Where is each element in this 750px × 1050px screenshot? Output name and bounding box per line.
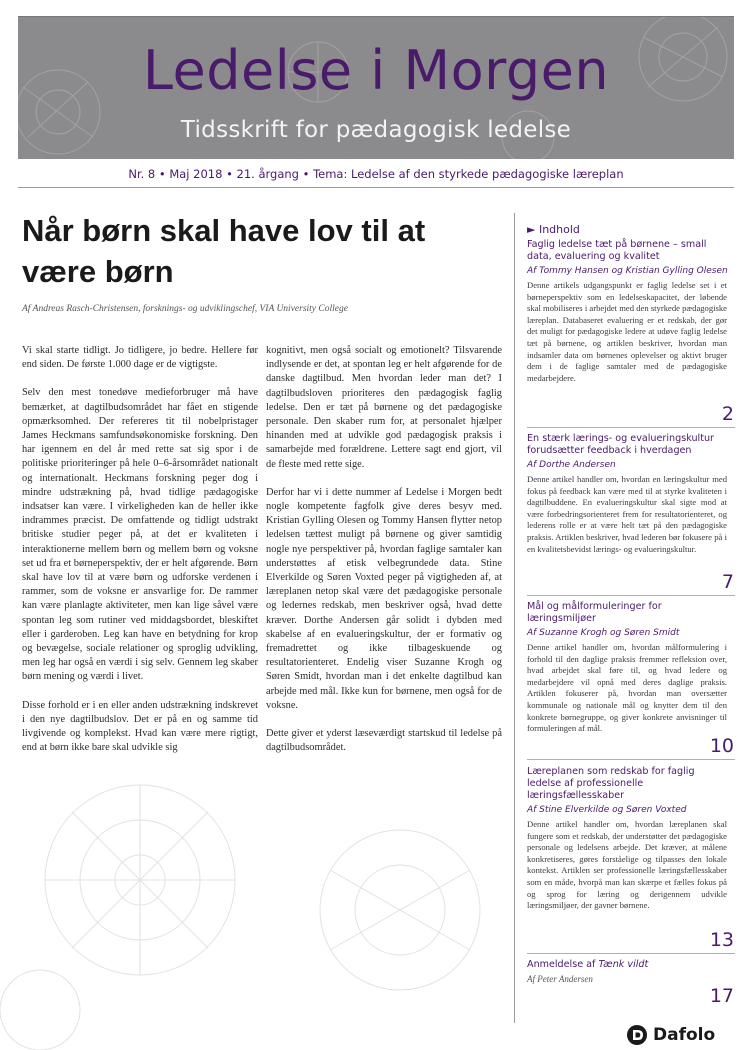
toc-item[interactable] xyxy=(527,766,729,912)
toc-item-title xyxy=(527,959,729,971)
paragraph: Disse forhold er i en eller anden udstrækning indskrevet i den nye dagtilbudslov. Det er på en og samme tid livgivende og komplekst. Hvad kan være mere rigtigt, end at børn ikke bare skal udvikle sig xyxy=(22,699,258,754)
toc-header: ► Indhold xyxy=(527,223,580,236)
paragraph: kognitivt, men også socialt og emotionelt? Tilsvarende indlysende er det, at spontan leg er helt afgørende for de danske dagtilbud. Men hvordan leder man det? I dagtilbudsloven prioriteres den pædagogisk faglig ledelse. Den er tæt på børnene og det pædagogiske personale. Den skaber rum for, at personalet hjælper hinanden med at udvikle god pædagogisk praksis i samarbejde med forældrene. Lettere sagt end gjort, vil de fleste med rette sige. xyxy=(266,345,502,470)
background-ornament xyxy=(0,760,510,1050)
article-byline: Af Andreas Rasch-Christensen, forsknings- og udviklingschef, VIA University College xyxy=(22,304,348,314)
toc-item-title: Mål og målformuleringer for læringsmiljøer xyxy=(527,601,662,624)
toc-item-author: Af Stine Elverkilde og Søren Voxted xyxy=(527,805,687,815)
toc-item-description: Denne artikel handler om, hvordan læreplanen skal fungere som et redskab, der understøtter det pædagogiske personale og ledelsens arbejde. Det kræver, at målene konkretiseres, gøres forståelige og tilpasses den lokale kontekst. Artiklen ser professionelle læringsfællesskaber som en måde, hvorpå man kan skærpe et fælles fokus på og sprog for læring og derigennem udvikle læringsmiljøer, der gavner børnene. xyxy=(527,819,727,911)
table-of-contents xyxy=(514,213,734,1023)
toc-item-description: Denne artikel handler om, hvordan målformulering i forhold til den daglige praksis fremmer refleksion over, hvad arbejdet skal føre til, og hvad ledere og medarbejdere vil opnå med deres daglige praksis. Artiklen fokuserer på, hvordan man oversætter kommunale og nationale mål og knytter dem til den konkrete børnegruppe, og giver konkrete anvisninger til formuleringen af mål. xyxy=(527,642,727,734)
paragraph: Selv den mest tonedøve medieforbruger må have bemærket, at dagtilbudsområdet har fået en stigende opmærksomhed. Der refereres tit til nobelpristager James Heckmans samfundsøkonomiske forskning. Den har igennem en del år med rette sat sig spor i de politiske prioriteringer på hele 0–6-årsområdet nationalt og internationalt. Heckmans forskning peger dog i mindre udstrækning på, hvad tidlige pædagogiske indsatser kan være. I virkeligheden kan de heller ikke indrammes præcist. De omfattende og tidligt udstrakt britiske studier peger på, at det er kvaliteten i interaktionerne mellem børn og mellem børn og voksne set ud fra et børneperspektiv, der er helt afgørende. Børn skal have lov til at være børn og udforske verdenen i rammer, som de voksne er ansvarlige for. De rammer kan være planlagte aktiviteter, men kan lige såvel være spontan leg som rutiner ved middagsbordet, bleskiftet eller i garderoben. Leg kan have en betydning for krop og bevægelse, sociale relationer og sproglig udvikling, men leg har også en værdi i sig selv. Gennem leg skaber børn mening og værdi i livet. xyxy=(22,387,258,683)
divider xyxy=(527,953,735,954)
review-prefix: Anmeldelse af xyxy=(527,959,599,970)
paragraph: Derfor har vi i dette nummer af Ledelse i Morgen bedt nogle kompetente fagfolk give deres besyv med. Kristian Gylling Olesen og Tommy Hansen flytter netop ledelsen tættest muligt på børnene og giver samtidig nogle nye perspektiver på, hvordan faglige samtaler kan understøttes af etisk velbegrundede data. Stine Elverkilde og Søren Voxted peger på vigtigheden af, at læreplanen netop skal være det pædagogiske personale og ledernes redskab, men beskriver også, hvad dette kræver. Dorthe Andersen går solidt i dybden med skabelse af en evalueringskultur, der er formativ og fremadrettet og ikke tilbageskuende og resultatorienteret. Endelig viser Suzanne Krogh og Søren Smidt, hvordan man i det enkelte dagtilbud kan arbejde med mål. Ikke kun for børnene, men også for de voksne. xyxy=(266,486,502,711)
toc-item-title: Faglig ledelse tæt på børnene – small data, evaluering og kvalitet xyxy=(527,239,707,262)
toc-item-author: Af Peter Andersen xyxy=(527,974,593,984)
publisher-name: Dafolo xyxy=(653,1025,716,1045)
toc-page-number: 17 xyxy=(709,985,734,1007)
divider xyxy=(527,427,735,428)
dafolo-logo-icon xyxy=(626,1024,648,1046)
toc-item-author: Af Suzanne Krogh og Søren Smidt xyxy=(527,628,680,638)
toc-page-number: 2 xyxy=(721,403,734,425)
magazine-subtitle: Tidsskrift for pædagogisk ledelse xyxy=(180,117,572,143)
paragraph: Vi skal starte tidligt. Jo tidligere, jo bedre. Hellere før end siden. De første 1.000 dage er de vigtigste. xyxy=(22,345,258,371)
divider xyxy=(527,759,735,760)
toc-item-author: Af Dorthe Andersen xyxy=(527,460,616,470)
article-column-1 xyxy=(22,344,258,769)
reviewed-book-title: Tænk vildt xyxy=(598,959,649,970)
toc-item[interactable] xyxy=(527,959,729,985)
toc-item-description: Denne artikels udgangspunkt er faglig ledelse set i et børneperspektiv som en ledelseskapacitet, der løbende skal mobiliseres i arbejdet med den styrkede pædagogiske læreplan. Databaseret evaluering er et redskab, der gør det muligt for pædagogiske ledere at udøve faglig ledelse tæt på børnene, og artiklen beskriver, hvordan man indsamler data om børnenes oplevelser og aktivt bruger dem i de faglige samtaler med de pædagogiske medarbejdere. xyxy=(527,280,727,383)
publisher-logo xyxy=(626,1024,715,1046)
toc-item[interactable] xyxy=(527,239,729,384)
toc-item-description: Denne artikel handler om, hvordan en læringskultur med fokus på feedback kan være med til at styrke kvaliteten i dagtilbuddene. En evalueringskultur skal sigte mod at være forbedringsorienteret frem for resultatorienteret, og lederens rolle er at være helt tæt på den pædagogiske praksis. Artiklen beskriver, hvad lederen bør fokusere på i en kvalitetsbevidst lærings- og evalueringskultur. xyxy=(527,474,727,554)
masthead xyxy=(18,16,734,159)
issue-info: Nr. 8 • Maj 2018 • 21. årgang • Tema: Ledelse af den styrkede pædagogiske læreplan xyxy=(18,160,734,188)
toc-item[interactable] xyxy=(527,601,729,735)
toc-item[interactable] xyxy=(527,433,729,555)
paragraph: Dette giver et yderst læseværdigt startskud til ledelse på dagtilbudsområdet. xyxy=(266,728,502,754)
toc-item-title: Læreplanen som redskab for faglig ledelse af professionelle læringsfællesskaber xyxy=(527,766,695,801)
toc-item-title: En stærk lærings- og evalueringskultur forudsætter feedback i hverdagen xyxy=(527,433,714,456)
article-headline: Når børn skal have lov til at være børn xyxy=(22,213,426,289)
toc-page-number: 10 xyxy=(709,735,734,757)
magazine-title: Ledelse i Morgen xyxy=(142,39,610,102)
divider xyxy=(527,595,735,596)
toc-item-author: Af Tommy Hansen og Kristian Gylling Olesen xyxy=(527,266,728,276)
toc-page-number: 7 xyxy=(721,571,734,593)
toc-page-number: 13 xyxy=(709,929,734,951)
article-column-2 xyxy=(266,344,502,769)
